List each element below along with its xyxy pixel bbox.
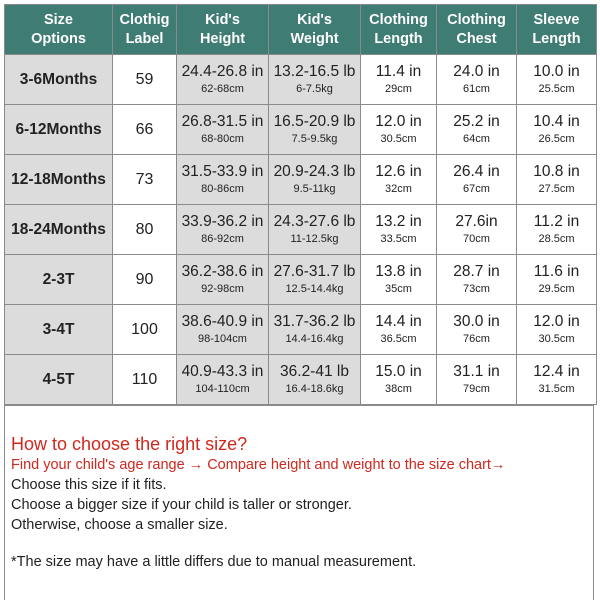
length-cell-metric: 35cm: [385, 283, 412, 295]
height-cell-inches: 24.4-26.8 in: [181, 63, 264, 80]
chest-cell-metric: 76cm: [463, 333, 490, 345]
clothing-label-cell: 66: [113, 105, 177, 155]
chest-cell-metric: 73cm: [463, 283, 490, 295]
chest-cell: [437, 155, 517, 205]
length-cell-metric: 32cm: [385, 183, 412, 195]
length-cell-metric: 38cm: [385, 383, 412, 395]
sleeve-cell-metric: 30.5cm: [538, 333, 575, 345]
height-cell-metric: 80-86cm: [201, 183, 244, 195]
weight-cell-inches: 20.9-24.3 lb: [273, 163, 356, 180]
weight-cell-inches: 31.7-36.2 lb: [273, 313, 356, 330]
height-cell-metric: 68-80cm: [201, 133, 244, 145]
length-cell-metric: 30.5cm: [380, 133, 417, 145]
weight-cell: [269, 55, 361, 105]
weight-cell: [269, 105, 361, 155]
size-options-header: Size Options: [5, 5, 113, 55]
length-cell: [361, 355, 437, 405]
kids-height-header: Kid's Height: [177, 5, 269, 55]
size-option-cell: 4-5T: [5, 355, 113, 405]
length-cell: [361, 255, 437, 305]
size-option-cell: 18-24Months: [5, 205, 113, 255]
height-cell: [177, 255, 269, 305]
height-cell-metric: 86-92cm: [201, 233, 244, 245]
height-cell-metric: 98-104cm: [198, 333, 247, 345]
height-cell-metric: 92-98cm: [201, 283, 244, 295]
sleeve-cell-metric: 28.5cm: [538, 233, 575, 245]
sleeve-cell-inches: 11.6 in: [533, 263, 580, 280]
length-cell-metric: 33.5cm: [380, 233, 417, 245]
sleeve-cell-inches: 11.2 in: [533, 213, 580, 230]
chest-cell-inches: 31.1 in: [453, 363, 500, 380]
clothing-label-cell: 59: [113, 55, 177, 105]
sleeve-cell-metric: 26.5cm: [538, 133, 575, 145]
chest-cell: [437, 255, 517, 305]
sleeve-cell-metric: 31.5cm: [538, 383, 575, 395]
weight-cell-metric: 16.4-18.6kg: [285, 383, 344, 395]
table-row: [5, 355, 597, 405]
chest-cell-inches: 30.0 in: [453, 313, 500, 330]
chest-cell: [437, 205, 517, 255]
clothing-label-cell: 100: [113, 305, 177, 355]
sleeve-cell-metric: 29.5cm: [538, 283, 575, 295]
kids-weight-header: Kid's Weight: [269, 5, 361, 55]
weight-cell-metric: 14.4-16.4kg: [285, 333, 344, 345]
clothing-label-cell: 73: [113, 155, 177, 205]
chest-cell-inches: 28.7 in: [453, 263, 500, 280]
sleeve-cell: [517, 105, 597, 155]
weight-cell: [269, 255, 361, 305]
sleeve-cell-metric: 27.5cm: [538, 183, 575, 195]
weight-cell-inches: 13.2-16.5 lb: [273, 63, 356, 80]
height-cell: [177, 355, 269, 405]
clothing-label-header: Clothig Label: [113, 5, 177, 55]
chest-cell-metric: 70cm: [463, 233, 490, 245]
guide-line-1: Choose this size if it fits.: [11, 477, 167, 493]
sleeve-cell: [517, 205, 597, 255]
weight-cell: [269, 355, 361, 405]
weight-cell-inches: 16.5-20.9 lb: [273, 113, 356, 130]
height-cell-inches: 31.5-33.9 in: [181, 163, 264, 180]
guide-line-3: Otherwise, choose a smaller size.: [11, 517, 228, 533]
length-cell-inches: 12.0 in: [375, 113, 422, 130]
table-row: [5, 205, 597, 255]
table-row: [5, 105, 597, 155]
height-cell-metric: 104-110cm: [195, 383, 250, 395]
length-cell-inches: 11.4 in: [375, 63, 422, 80]
weight-cell-inches: 27.6-31.7 lb: [273, 263, 356, 280]
length-cell: [361, 305, 437, 355]
height-cell-inches: 40.9-43.3 in: [181, 363, 264, 380]
height-cell-metric: 62-68cm: [201, 83, 244, 95]
length-cell: [361, 105, 437, 155]
chest-cell-metric: 67cm: [463, 183, 490, 195]
guide-steps: Find your child's age range → Compare height and weight to the size chart→: [11, 457, 506, 473]
length-cell: [361, 205, 437, 255]
guide-title: How to choose the right size?: [11, 434, 248, 454]
clothing-label-cell: 110: [113, 355, 177, 405]
height-cell-inches: 36.2-38.6 in: [181, 263, 264, 280]
length-cell-metric: 36.5cm: [380, 333, 417, 345]
table-row: [5, 305, 597, 355]
weight-cell: [269, 155, 361, 205]
guide-line-2: Choose a bigger size if your child is taller or stronger.: [11, 497, 352, 513]
size-option-cell: 12-18Months: [5, 155, 113, 205]
length-cell: [361, 55, 437, 105]
height-cell-inches: 33.9-36.2 in: [181, 213, 264, 230]
size-guide-box: [4, 405, 594, 600]
measurement-note: *The size may have a little differs due to manual measurement.: [11, 554, 417, 570]
sleeve-cell: [517, 155, 597, 205]
sleeve-cell-inches: 12.4 in: [533, 363, 580, 380]
height-cell: [177, 305, 269, 355]
clothing-chest-header: Clothing Chest: [437, 5, 517, 55]
chest-cell: [437, 105, 517, 155]
sleeve-cell: [517, 355, 597, 405]
chest-cell-metric: 61cm: [463, 83, 490, 95]
height-cell: [177, 155, 269, 205]
weight-cell-inches: 24.3-27.6 lb: [273, 213, 356, 230]
sleeve-cell: [517, 305, 597, 355]
chest-cell: [437, 305, 517, 355]
weight-cell: [269, 305, 361, 355]
clothing-label-cell: 80: [113, 205, 177, 255]
sleeve-cell: [517, 255, 597, 305]
weight-cell-metric: 12.5-14.4kg: [285, 283, 344, 295]
length-cell-inches: 13.8 in: [375, 263, 422, 280]
height-cell-inches: 26.8-31.5 in: [181, 113, 264, 130]
chest-cell-inches: 25.2 in: [453, 113, 500, 130]
length-cell-inches: 12.6 in: [375, 163, 422, 180]
table-row: [5, 255, 597, 305]
weight-cell-inches: 36.2-41 lb: [280, 363, 349, 380]
chest-cell-inches: 26.4 in: [453, 163, 500, 180]
length-cell-inches: 15.0 in: [375, 363, 422, 380]
weight-cell-metric: 9.5-11kg: [293, 183, 336, 195]
clothing-length-header: Clothing Length: [361, 5, 437, 55]
chest-cell-inches: 24.0 in: [453, 63, 500, 80]
size-option-cell: 6-12Months: [5, 105, 113, 155]
length-cell-inches: 13.2 in: [375, 213, 422, 230]
sleeve-cell-inches: 10.0 in: [533, 63, 580, 80]
height-cell: [177, 105, 269, 155]
size-option-cell: 2-3T: [5, 255, 113, 305]
chest-cell-metric: 79cm: [463, 383, 490, 395]
clothing-label-cell: 90: [113, 255, 177, 305]
weight-cell-metric: 11-12.5kg: [290, 233, 339, 245]
length-cell: [361, 155, 437, 205]
weight-cell: [269, 205, 361, 255]
height-cell: [177, 205, 269, 255]
sleeve-cell: [517, 55, 597, 105]
size-option-cell: 3-6Months: [5, 55, 113, 105]
sleeve-cell-inches: 10.4 in: [533, 113, 580, 130]
chest-cell-metric: 64cm: [463, 133, 490, 145]
sleeve-length-header: Sleeve Length: [517, 5, 597, 55]
table-body: [5, 55, 597, 405]
chest-cell: [437, 355, 517, 405]
sleeve-cell-inches: 12.0 in: [533, 313, 580, 330]
weight-cell-metric: 7.5-9.5kg: [291, 133, 338, 145]
sleeve-cell-inches: 10.8 in: [533, 163, 580, 180]
height-cell-inches: 38.6-40.9 in: [181, 313, 264, 330]
table-row: [5, 55, 597, 105]
header-row: [5, 5, 597, 55]
size-table: [4, 4, 597, 405]
weight-cell-metric: 6-7.5kg: [296, 83, 333, 95]
length-cell-metric: 29cm: [385, 83, 412, 95]
height-cell: [177, 55, 269, 105]
length-cell-inches: 14.4 in: [375, 313, 422, 330]
chest-cell: [437, 55, 517, 105]
size-option-cell: 3-4T: [5, 305, 113, 355]
table-row: [5, 155, 597, 205]
sleeve-cell-metric: 25.5cm: [538, 83, 575, 95]
chest-cell-inches: 27.6in: [455, 213, 498, 230]
